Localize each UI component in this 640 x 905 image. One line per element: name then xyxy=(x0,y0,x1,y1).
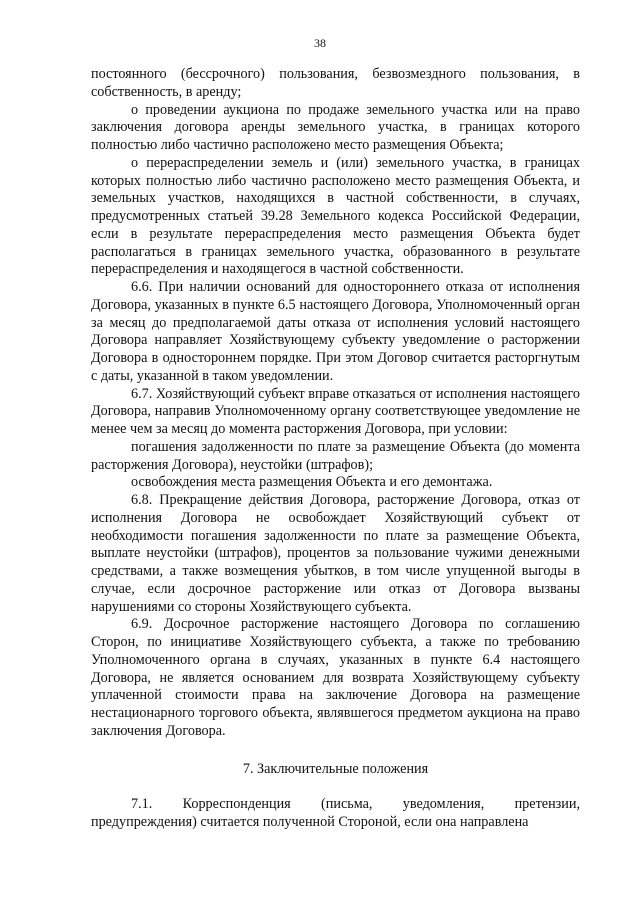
paragraph-6-6: 6.6. При наличии оснований для одностороннего отказа от исполнения Договора, указанных в пункте 6.5 настоящего Договора, Уполномоченный орган за месяц до предполагаемой даты отказа от исполнения условий настоящего Договора направляет Хозяйствующему субъекту уведомление о расторжении Договора в одностороннем порядке. При этом Договор считается расторгнутым с даты, указанной в таком уведомлении. xyxy=(91,279,580,384)
paragraph-redistribution-clause: о перераспределении земель и (или) земельного участка, в границах которых полностью либо частично расположено место размещения Объекта, и земельных участков, находящихся в частной собственности, в случаях, предусмотренных статьей 39.28 Земельного кодекса Российской Федерации, если в результате перераспределения место размещения Объекта будет располагаться в границах земельного участка, образованного в результате перераспределения и находящегося в частной собственности. xyxy=(91,154,580,278)
paragraph-7-1: 7.1. Корреспонденция (письма, уведомления, претензии, предупреждения) считается полученной Стороной, если она направлена xyxy=(91,796,580,830)
document-body xyxy=(91,66,580,832)
paragraph-6-9: 6.9. Досрочное расторжение настоящего Договора по соглашению Сторон, по инициативе Хозяйствующего субъекта, а также по требованию Уполномоченного органа в случаях, указанных в пункте 6.4 настоящего Договора, не является основанием для возврата Хозяйствующему субъекту уплаченной стоимости права на заключение Договора на размещение нестационарного торгового объекта, являвшегося предметом аукциона на право заключения Договора. xyxy=(91,616,580,739)
paragraph-6-7-condition-debt: погашения задолженности по плате за размещение Объекта (до момента расторжения Договора), неустойки (штрафов); xyxy=(91,438,580,473)
paragraph-auction-clause: о проведении аукциона по продаже земельного участка или на право заключения договора аренды земельного участка, в границах которого полностью либо частично расположено место размещения Объекта; xyxy=(91,101,580,153)
paragraph-continuation: постоянного (бессрочного) пользования, безвозмездного пользования, в собственность, в аренду; xyxy=(91,66,580,100)
paragraph-6-8: 6.8. Прекращение действия Договора, расторжение Договора, отказ от исполнения Договора не освобождает Хозяйствующий субъект от необходимости погашения задолженности по плате за размещение Объекта, выплате неустойки (штрафов), процентов за пользование чужими денежными средствами, а также возмещения убытков, в том числе упущенной выгоды в случае, если досрочное расторжение или отказ от Договора вызваны нарушениями со стороны Хозяйствующего субъекта. xyxy=(91,492,580,615)
paragraph-6-7: 6.7. Хозяйствующий субъект вправе отказаться от исполнения настоящего Договора, направив Уполномоченному органу соответствующее уведомление не менее чем за месяц до момента расторжения Договора, при условии: xyxy=(91,385,580,437)
paragraph-6-7-condition-release: освобождения места размещения Объекта и его демонтажа. xyxy=(131,474,493,491)
section-heading: 7. Заключительные положения xyxy=(242,760,429,777)
page-number: 38 xyxy=(314,36,326,50)
